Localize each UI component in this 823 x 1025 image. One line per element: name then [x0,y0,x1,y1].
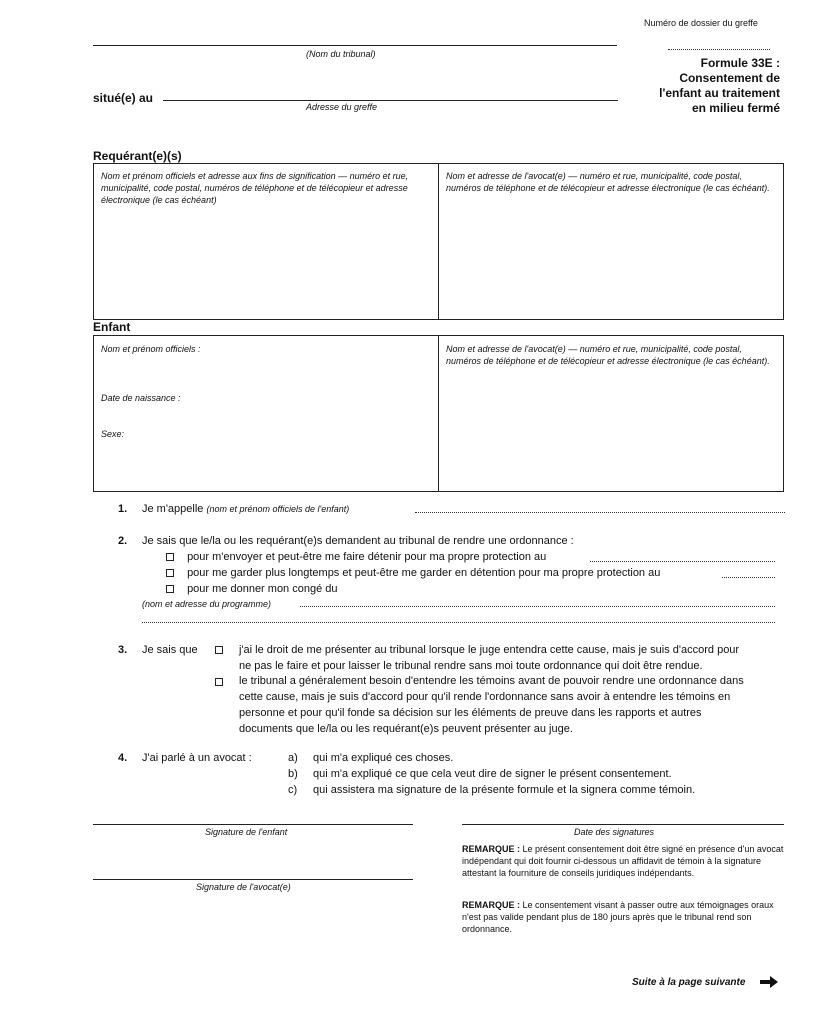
lawyer-signature-line[interactable] [93,879,413,880]
arrow-right-icon [760,976,778,988]
child-lawyer-cell[interactable]: Nom et adresse de l'avocat(e) — numéro et rue, municipalité, code postal, numéros de téléphone et de télécopieur et adresse électronique (le cas échéant). [446,344,770,366]
item-1-text [142,501,349,517]
item-4-b-text: qui m'a expliqué ce que cela veut dire de signer le présent consentement. [313,768,672,780]
form-title [659,56,780,116]
item-4-a-label: a) [288,752,298,764]
item-3-option-1-line-1: j'ai le droit de me présenter au tribunal lorsque le juge entendra cette cause, mais je suis d'accord pour [239,644,740,656]
lawyer-signature-caption: Signature de l'avocat(e) [196,882,291,892]
note-1-label: REMARQUE : [462,844,520,854]
option-1-program-field[interactable] [590,561,775,562]
item-3-option-1 [239,642,785,674]
court-address-line[interactable] [163,100,618,101]
child-signature-line[interactable] [93,824,413,825]
applicant-name-address-cell[interactable]: Nom et prénom officiels et adresse aux fins de signification — numéro et rue, municipalité, code postal, numéros de téléphone et de télécopieur et adresse électronique (le cas échéant) [101,171,409,205]
court-file-number-field[interactable] [668,49,770,50]
court-name-line[interactable] [93,45,617,46]
checkbox-send-detain[interactable] [166,553,174,561]
signature-date-line[interactable] [462,824,784,825]
item-4-number: 4. [118,752,128,764]
item-2-option-3-text: pour me donner mon congé du [187,583,338,595]
child-name-label[interactable]: Nom et prénom officiels : [101,344,201,354]
item-3-option-2 [239,673,785,737]
form-title-line-2: l'enfant au traitement [659,86,780,100]
item-4-c-text: qui assistera ma signature de la présente formule et la signera comme témoin. [313,784,696,796]
item-2-option-3 [166,581,338,597]
applicant-lawyer-cell[interactable]: Nom et adresse de l'avocat(e) — numéro et rue, municipalité, code postal, numéros de téléphone et de télécopieur et adresse électronique (le cas échéant). [446,171,770,193]
note-2-text: Le consentement visant à passer outre aux témoignages oraux n'est pas valide pendant plus de 180 jours après que le tribunal rend son ordonnance. [462,900,774,934]
court-address-caption: Adresse du greffe [306,102,378,112]
note-1 [462,843,784,879]
form-number: Formule 33E : [700,56,780,70]
program-field-line-1[interactable] [300,606,775,607]
item-3-option-2-line-2: cette cause, mais je suis d'accord pour qu'il rende l'ordonnance sans avoir à entendre les témoins en [239,691,731,703]
item-4-a-text: qui m'a expliqué ces choses. [313,752,454,764]
item-2-option-1 [166,549,546,565]
applicants-divider [438,163,439,320]
item-2-option-2 [166,565,660,581]
item-2-number: 2. [118,535,128,547]
checkbox-waive-oral-evidence[interactable] [215,678,223,686]
child-signature-caption: Signature de l'enfant [205,827,288,837]
item-4-b-label: b) [288,768,298,780]
checkbox-discharge[interactable] [166,585,174,593]
applicants-heading: Requérant(e)(s) [93,149,182,163]
item-3-option-1-line-2: ne pas le faire et pour laisser le tribunal rendre sans moi toute ordonnance qui doit être rendue. [239,660,703,672]
signature-date-caption: Date des signatures [574,827,655,837]
continued-next-page: Suite à la page suivante [632,977,746,988]
court-name-caption: (Nom du tribunal) [306,49,376,59]
item-3-option-2-line-1: le tribunal a généralement besoin d'entendre les témoins avant de pouvoir rendre une ordonnance dans [239,675,744,687]
item-3-option-2-line-3: personne et pour qu'il fonde sa décision sur les éléments de preuve dans les rapports et autres [239,707,702,719]
child-sex-label[interactable]: Sexe: [101,429,125,439]
located-at-label: situé(e) au [93,91,154,105]
item-4-intro: J'ai parlé à un avocat : [142,752,252,764]
note-2 [462,899,784,935]
checkbox-keep-longer[interactable] [166,569,174,577]
program-field-line-2[interactable] [142,622,775,623]
item-2-option-1-text: pour m'envoyer et peut-être me faire détenir pour ma propre protection au [187,551,547,563]
form-title-line-3: en milieu fermé [691,101,780,115]
item-3-number: 3. [118,644,128,656]
child-name-field[interactable] [415,512,785,513]
note-2-label: REMARQUE : [462,900,520,910]
item-3-option-2-line-4: documents que le/la ou les requérant(e)s peuvent présenter au juge. [239,723,573,735]
child-dob-label[interactable]: Date de naissance : [101,393,181,403]
option-2-program-field[interactable] [722,577,775,578]
item-4-c-label: c) [288,784,298,796]
item-2-option-2-text: pour me garder plus longtemps et peut-être me garder en détention pour ma propre protection au [187,567,661,579]
item-3-intro: Je sais que [142,644,198,656]
note-1-text: Le présent consentement doit être signé en présence d'un avocat indépendant qui doit fournir ci-dessous un affidavit de témoin à la signature attestant la fourniture de conseils juridiques indépendants. [462,844,784,878]
court-file-label: Numéro de dossier du greffe [644,18,758,28]
item-1-caption: (nom et prénom officiels de l'enfant) [206,504,350,514]
program-caption: (nom et adresse du programme) [142,599,272,609]
child-divider [438,335,439,492]
item-1-label: Je m'appelle [142,503,204,515]
child-heading: Enfant [93,320,131,334]
item-1-number: 1. [118,503,128,515]
item-2-text: Je sais que le/la ou les requérant(e)s demandent au tribunal de rendre une ordonnance : [142,535,574,547]
form-title-line-1: Consentement de [679,71,780,85]
checkbox-waive-attendance[interactable] [215,646,223,654]
